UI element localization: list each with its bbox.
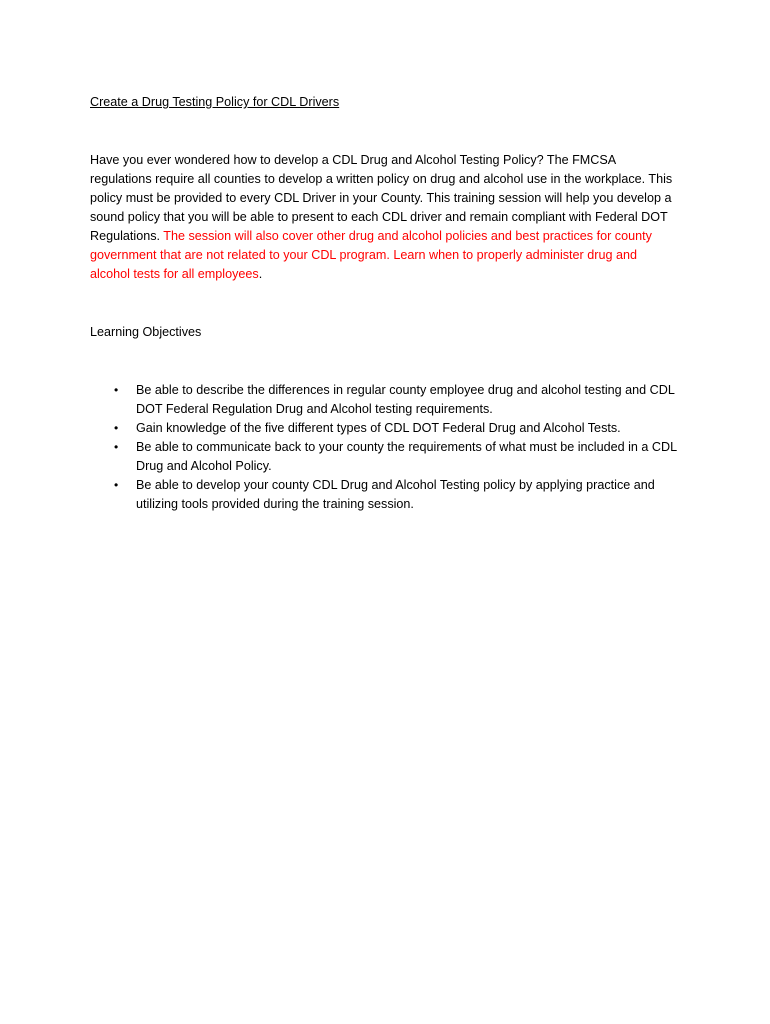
objective-item bbox=[90, 419, 680, 438]
document-content bbox=[90, 93, 680, 514]
objective-text: Be able to describe the differences in regular county employee drug and alcohol testing and CDL DOT Federal Regulation Drug and Alcohol testing requirements. bbox=[136, 383, 675, 416]
intro-highlight-text: The session will also cover other drug and alcohol policies and best practices for county government that are not related to your CDL program. Learn when to properly administer drug and alcohol tests for all employees bbox=[90, 229, 652, 281]
bullet-icon: • bbox=[114, 478, 119, 492]
objective-item bbox=[90, 438, 680, 476]
bullet-icon: • bbox=[114, 421, 119, 435]
objective-text: Gain knowledge of the five different types of CDL DOT Federal Drug and Alcohol Tests. bbox=[136, 421, 621, 435]
intro-paragraph bbox=[90, 151, 680, 284]
objective-item bbox=[90, 381, 680, 419]
bullet-icon: • bbox=[114, 440, 119, 454]
objective-item bbox=[90, 476, 680, 514]
intro-end-text: . bbox=[258, 267, 263, 281]
intro-text: Have you ever wondered how to develop a CDL Drug and Alcohol Testing Policy? The FMCSA regulations require all counties to develop a written policy on drug and alcohol use in the workplace. This policy must be provided to every CDL Driver in your County. This training session will help you develop a sound policy that you will be able to present to each CDL driver and remain compliant with Federal DOT Regulations. bbox=[90, 153, 673, 243]
objectives-list bbox=[90, 381, 680, 514]
document-title: Create a Drug Testing Policy for CDL Drivers bbox=[90, 95, 340, 109]
bullet-icon: • bbox=[114, 383, 119, 397]
objective-text: Be able to develop your county CDL Drug and Alcohol Testing policy by applying practice and utilizing tools provided during the training session. bbox=[136, 478, 655, 511]
objective-text: Be able to communicate back to your county the requirements of what must be included in a CDL Drug and Alcohol Policy. bbox=[136, 440, 677, 473]
objectives-heading: Learning Objectives bbox=[90, 325, 202, 339]
